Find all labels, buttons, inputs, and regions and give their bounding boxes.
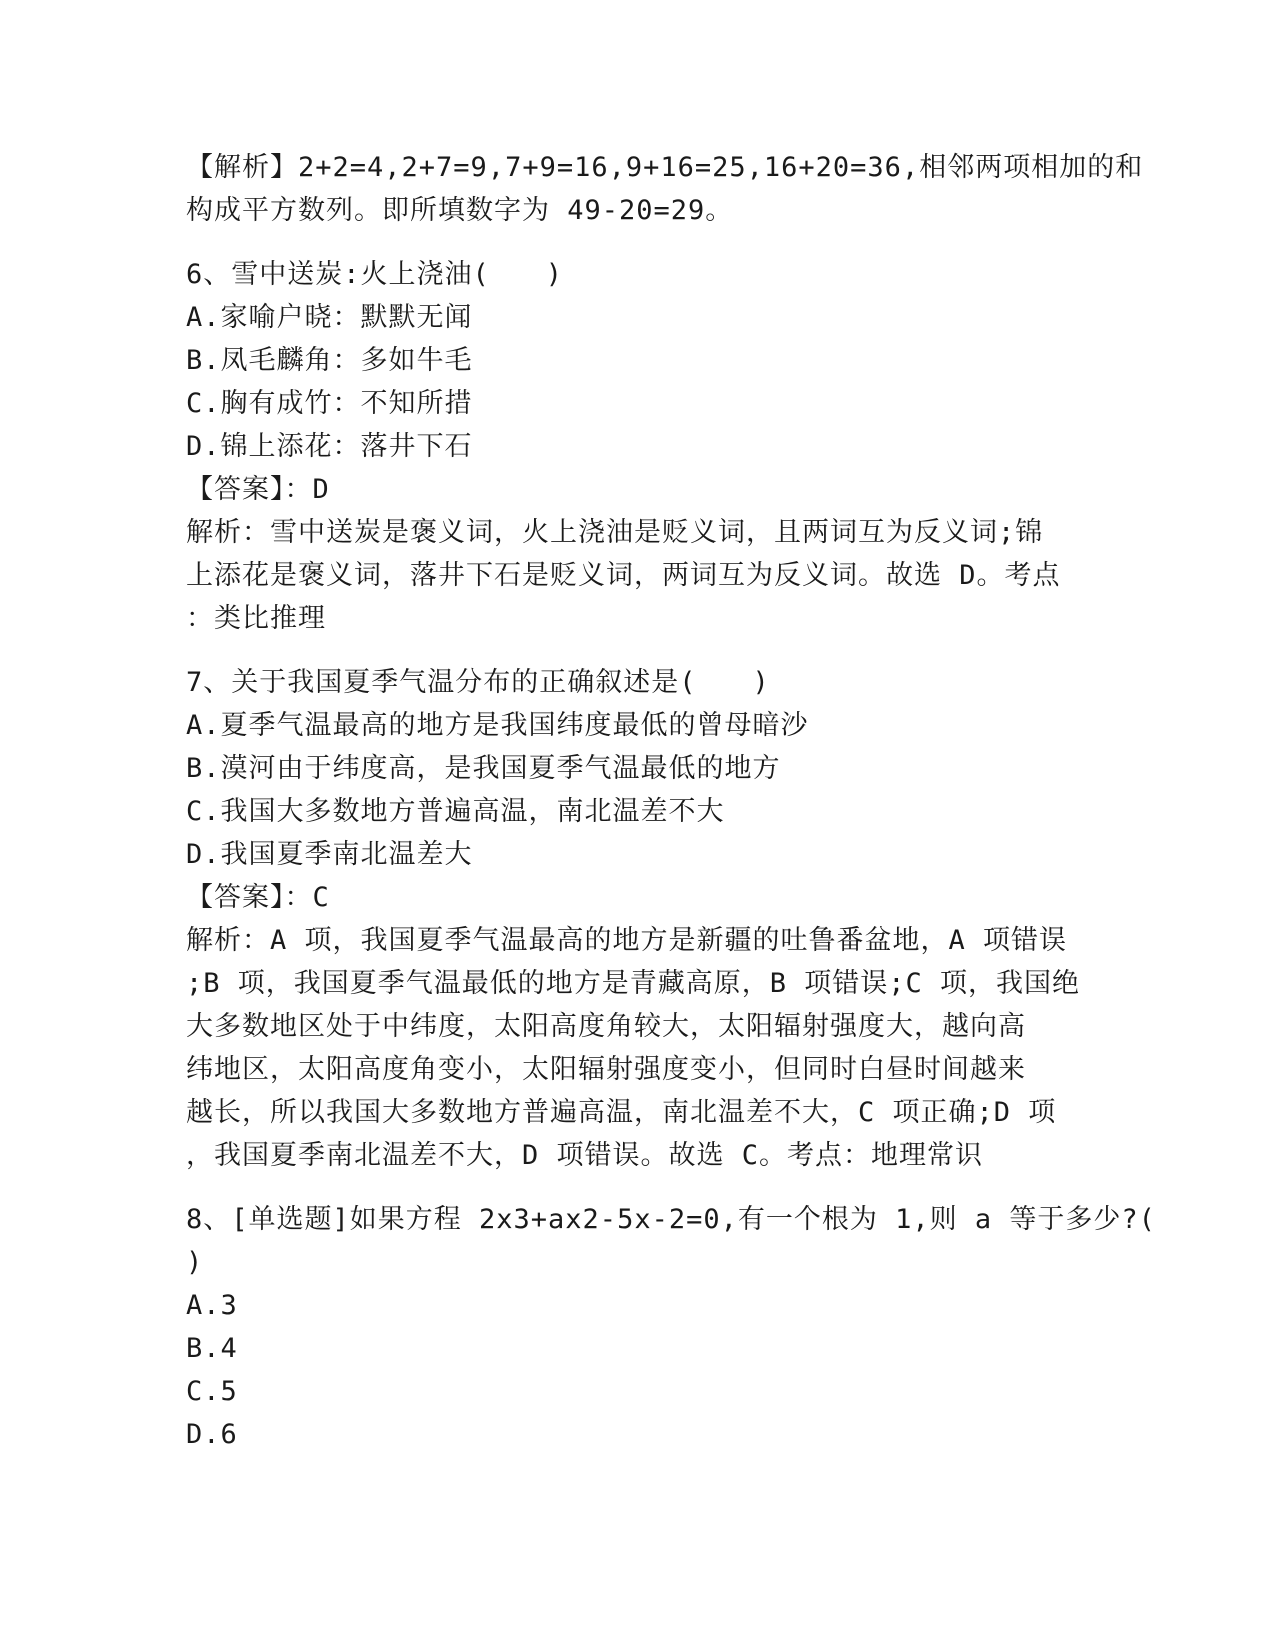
- q6-analysis-line: 上添花是褒义词，落井下石是贬义词，两词互为反义词。故选 D。考点: [186, 560, 1061, 591]
- q8-option-a: A.3: [186, 1290, 238, 1321]
- q6-option-d: D.锦上添花：落井下石: [186, 431, 473, 462]
- q7-stem: 7、关于我国夏季气温分布的正确叙述是( ): [186, 667, 770, 698]
- q6-answer: 【答案】：D: [186, 474, 330, 505]
- q8-stem-line: 8、[单选题]如果方程 2x3+ax2-5x-2=0,有一个根为 1,则 a 等于多少?(: [186, 1204, 1156, 1235]
- question-6: [186, 253, 1081, 640]
- q7-analysis-line: 解析：A 项，我国夏季气温最高的地方是新疆的吐鲁番盆地，A 项错误: [186, 925, 1068, 956]
- q7-answer: 【答案】：C: [186, 882, 330, 913]
- q6-option-b: B.凤毛麟角：多如牛毛: [186, 345, 473, 376]
- q7-analysis-line: 纬地区，太阳高度角变小，太阳辐射强度变小，但同时白昼时间越来: [186, 1054, 1026, 1085]
- q5-analysis: [186, 146, 1144, 232]
- question-7: [186, 661, 1081, 1177]
- q7-option-b: B.漠河由于纬度高，是我国夏季气温最低的地方: [186, 753, 781, 784]
- q8-option-b: B.4: [186, 1333, 238, 1364]
- q6-option-a: A.家喻户晓：默默无闻: [186, 302, 473, 333]
- q7-option-c: C.我国大多数地方普遍高温，南北温差不大: [186, 796, 725, 827]
- q8-option-c: C.5: [186, 1376, 238, 1407]
- q6-analysis-line: ：类比推理: [186, 603, 326, 634]
- q6-stem: 6、雪中送炭:火上浇油( ): [186, 259, 564, 290]
- q7-analysis-line: 越长，所以我国大多数地方普遍高温，南北温差不大，C 项正确;D 项: [186, 1097, 1057, 1128]
- q6-analysis-line: 解析：雪中送炭是褒义词，火上浇油是贬义词，且两词互为反义词;锦: [186, 517, 1044, 548]
- document-page: [186, 146, 1156, 1456]
- q7-analysis-line: 大多数地区处于中纬度，太阳高度角较大，太阳辐射强度大，越向高: [186, 1011, 1026, 1042]
- q7-option-d: D.我国夏季南北温差大: [186, 839, 473, 870]
- q7-analysis-line: ;B 项，我国夏季气温最低的地方是青藏高原，B 项错误;C 项，我国绝: [186, 968, 1081, 999]
- q5-analysis-line: 【解析】2+2=4,2+7=9,7+9=16,9+16=25,16+20=36,相邻两项相加的和: [186, 152, 1144, 183]
- q7-analysis-line: ，我国夏季南北温差不大，D 项错误。故选 C。考点：地理常识: [186, 1140, 984, 1171]
- question-8: [186, 1198, 1156, 1456]
- q6-option-c: C.胸有成竹：不知所措: [186, 388, 473, 419]
- q5-analysis-line: 构成平方数列。即所填数字为 49-20=29。: [186, 195, 734, 226]
- q8-stem-line: ): [186, 1247, 204, 1278]
- q7-option-a: A.夏季气温最高的地方是我国纬度最低的曾母暗沙: [186, 710, 809, 741]
- q8-option-d: D.6: [186, 1419, 238, 1450]
